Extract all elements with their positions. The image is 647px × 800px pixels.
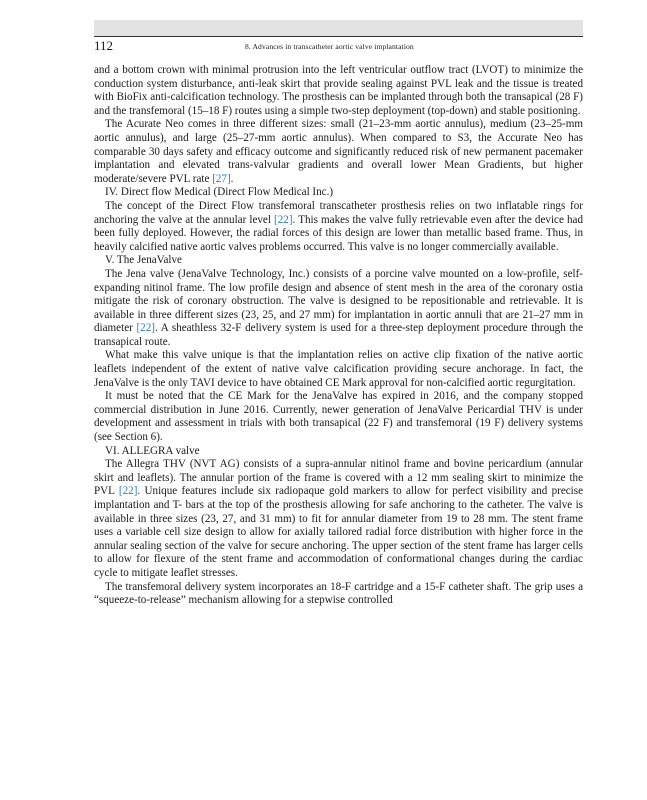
paragraph-text: The Allegra THV (NVT AG) consists of a supra-annular nitinol frame and bovine pericardium (annular skirt and leaflets). The annular portion of the frame is covered with a 12 mm sealing skirt to minimize the PVL — [94, 458, 583, 498]
citation-link[interactable]: [27] — [212, 172, 231, 185]
citation-link[interactable]: [22] — [118, 485, 138, 498]
running-title: 8. Advances in transcatheter aortic valve implantation — [245, 42, 414, 51]
page-number: 112 — [94, 38, 114, 53]
paragraph — [94, 186, 583, 200]
paragraph — [94, 118, 583, 186]
paragraph-text: The Acurate Neo comes in three different sizes: small (21–23-mm aortic annulus), medium (23–25-mm aortic annulus), and large (25–27-mm aortic annulus). When compared to S3, the Accurate Neo has comparable 30 days safety and efficacy outcome and significantly reduced risk of new permanent pacemaker implantation and elevated trans-valvular gradients and overall lower Mean Gradients, but higher moderate/severe PVL rate — [94, 118, 583, 185]
paragraph-text: . A sheathless 32-F delivery system is used for a three-step deployment procedure through the transapical route. — [94, 322, 583, 348]
header-rule — [94, 36, 583, 37]
paragraph — [94, 581, 583, 608]
paragraph-text: V. The JenaValve — [105, 254, 182, 267]
paragraph-text: The transfemoral delivery system incorporates an 18-F cartridge and a 15-F catheter shaft. The grip uses a “squeeze-to-release” mechanism allowing for a stepwise controlled — [94, 580, 583, 607]
paragraph-text: VI. ALLEGRA valve — [105, 444, 200, 457]
paragraph — [94, 390, 583, 444]
paragraph — [94, 200, 583, 254]
paragraph — [94, 458, 583, 580]
body-text — [94, 64, 583, 608]
paragraph — [94, 349, 583, 390]
paragraph — [94, 268, 583, 350]
paragraph-text: It must be noted that the CE Mark for the JenaValve has expired in 2016, and the company stopped commercial distribution in June 2016. Currently, newer generation of JenaValve Pericardial THV is under development and assessment in trials with both transapical (22 F) and transfemoral (19 F) delivery systems (see Section 6). — [94, 390, 583, 444]
paragraph — [94, 445, 583, 459]
citation-link[interactable]: [22] — [136, 322, 155, 335]
paragraph-text: and a bottom crown with minimal protrusion into the left ventricular outflow tract (LVOT) to minimize the conduction system disturbance, anti-leak skirt that provide sealing against PVL leak and the tissue is treated with BioFix anti-calcification technology. The prosthesis can be implanted through both the transapical (28 F) and the transfemoral (15–18 F) routes using a simple two-step deployment (top-down) and stable positioning. — [94, 64, 583, 117]
paragraph-text: . This makes the valve fully retrievable even after the device had been fully deployed. However, the radial forces of this design are lower than metallic based frame. Thus, in heavily calcified native aortic valves problems occurred. This valve is no longer commercially available. — [94, 213, 583, 253]
paragraph-text: The concept of the Direct Flow transfemoral transcatheter prosthesis relies on two inflatable rings for anchoring the valve at the annular level — [94, 199, 583, 226]
paragraph-text: IV. Direct flow Medical (Direct Flow Medical Inc.) — [105, 186, 334, 199]
paragraph-text: . Unique features include six radiopaque gold markers to allow for perfect visibility and precise implantation and T- bars at the top of the prosthesis allowing for safe anchoring to the catheter. The valve is available in three sizes (23, 27, and 31 mm) to fit for annular diameter from 19 to 28 mm. The stent frame uses a variable cell size design to allow for axially tailored radial force distribution with higher force in the annular sealing section of the valve for secure anchoring. The upper section of the stent frame has larger cells to allow for flexure of the stent frame and accommodation of conformational changes during the cardiac cycle to mitigate leaflet stresses. — [94, 485, 583, 579]
paragraph — [94, 254, 583, 268]
paragraph — [94, 64, 583, 118]
paragraph-text: The Jena valve (JenaValve Technology, Inc.) consists of a porcine valve mounted on a low-profile, self-expanding nitinol frame. The low profile design and absence of stent mesh in the area of the coronary ostia mitigate the risk of coronary obstruction. The valve is designed to be repositionable and retrievable. It is available in three different sizes (23, 25, and 27 mm) for implantation in aortic annuli that are 21–27 mm in diameter — [94, 267, 583, 335]
citation-link[interactable]: [22] — [274, 213, 293, 226]
paragraph-text: What make this valve unique is that the implantation relies on active clip fixation of the native aortic leaflets independent of the extent of native valve calcification providing secure anchorage. In fact, the JenaValve is the only TAVI device to have obtained CE Mark approval for non-calcified aortic regurgitation. — [94, 349, 583, 389]
paragraph-text: . — [230, 172, 234, 185]
header-band — [94, 20, 583, 36]
